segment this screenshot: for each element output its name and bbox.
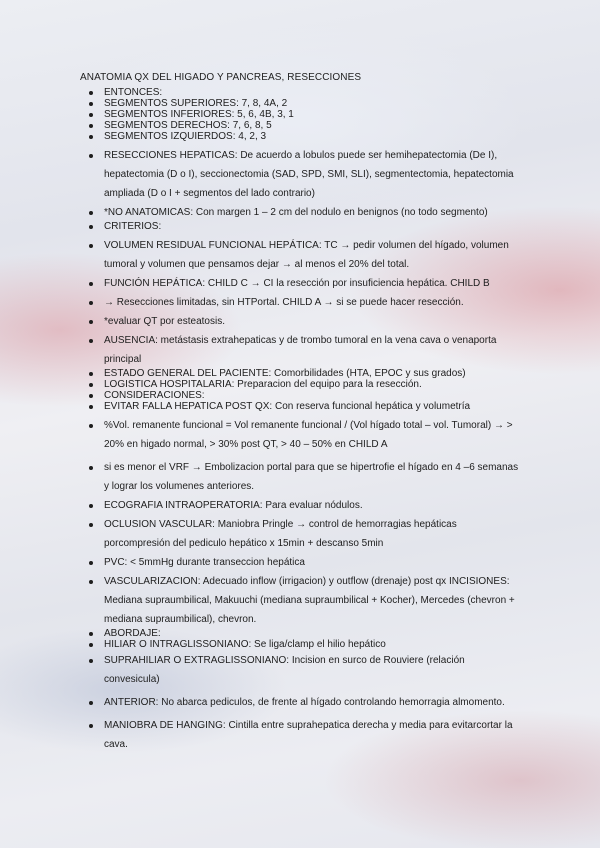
list-item: %Vol. remanente funcional = Vol remanente funcional / (Vol hígado total – vol. Tumoral) → > 20% en higado normal, > 30% post QT, > 40 – 50% en CHILD A [80, 416, 520, 454]
list-item: HILIAR O INTRAGLISSONIANO: Se liga/clamp el hilio hepático [80, 640, 520, 650]
list-item: ECOGRAFIA INTRAOPERATORIA: Para evaluar nódulos. [80, 496, 520, 515]
document-page [80, 72, 520, 754]
list-item: VOLUMEN RESIDUAL FUNCIONAL HEPÁTICA: TC → pedir volumen del hígado, volumen tumoral y volumen que pensamos dejar → al menos el 20% del total. [80, 236, 520, 274]
list-item: AUSENCIA: metástasis extrahepaticas y de trombo tumoral en la vena cava o venaporta principal [80, 331, 520, 369]
list-item: CONSIDERACIONES: [80, 391, 520, 401]
document-title: ANATOMIA QX DEL HIGADO Y PANCREAS, RESECCIONES [80, 72, 362, 83]
list-item: CRITERIOS: [80, 222, 520, 232]
list-item: *evaluar QT por esteatosis. [80, 312, 520, 331]
list-item: ANTERIOR: No abarca pediculos, de frente al hígado controlando hemorragia almomento. [80, 693, 520, 712]
list-item: ESTADO GENERAL DEL PACIENTE: Comorbilidades (HTA, EPOC y sus grados) [80, 369, 520, 379]
list-item: VASCULARIZACION: Adecuado inflow (irrigacion) y outflow (drenaje) post qx INCISIONES: Mediana supraumbilical, Makuuchi (mediana supraumbilical + Kocher), Mercedes (chevron + mediana supraumbilical), chevron. [80, 572, 520, 629]
list-item: RESECCIONES HEPATICAS: De acuerdo a lobulos puede ser hemihepatectomia (De I), hepatectomia (D o I), seccionectomia (SAD, SPD, SMI, SLI), segmentectomia, hepatectomia ampliada (D o I + segmentos del lado contrario) [80, 146, 520, 203]
list-item: OCLUSION VASCULAR: Maniobra Pringle → control de hemorragias hepáticas porcompresión del pediculo hepático x 15min + descanso 5min [80, 515, 520, 553]
list-item: SEGMENTOS SUPERIORES: 7, 8, 4A, 2 [80, 99, 520, 109]
list-item: PVC: < 5mmHg durante transeccion hepática [80, 553, 520, 572]
list-item: FUNCIÓN HEPÁTICA: CHILD C → CI la resección por insuficiencia hepática. CHILD B [80, 274, 520, 293]
list-item: SEGMENTOS IZQUIERDOS: 4, 2, 3 [80, 132, 520, 142]
list-item: ABORDAJE: [80, 629, 520, 639]
list-item: si es menor el VRF → Embolizacion portal para que se hipertrofie el hígado en 4 –6 semanas y lograr los volumenes anteriores. [80, 458, 520, 496]
list-item: LOGISTICA HOSPITALARIA: Preparacion del equipo para la resección. [80, 380, 520, 390]
list-item: SEGMENTOS INFERIORES: 5, 6, 4B, 3, 1 [80, 110, 520, 120]
list-item: ENTONCES: [80, 88, 520, 98]
list-item: MANIOBRA DE HANGING: Cintilla entre suprahepatica derecha y media para evitarcortar la cava. [80, 716, 520, 754]
list-item: SUPRAHILIAR O EXTRAGLISSONIANO: Incision en surco de Rouviere (relación convesicula) [80, 651, 520, 689]
bullet-list [80, 88, 520, 754]
list-item: → Resecciones limitadas, sin HTPortal. CHILD A → si se puede hacer resección. [80, 293, 520, 312]
list-item: *NO ANATOMICAS: Con margen 1 – 2 cm del nodulo en benignos (no todo segmento) [80, 203, 520, 222]
list-item: SEGMENTOS DERECHOS: 7, 6, 8, 5 [80, 121, 520, 131]
list-item: EVITAR FALLA HEPATICA POST QX: Con reserva funcional hepática y volumetría [80, 402, 520, 412]
